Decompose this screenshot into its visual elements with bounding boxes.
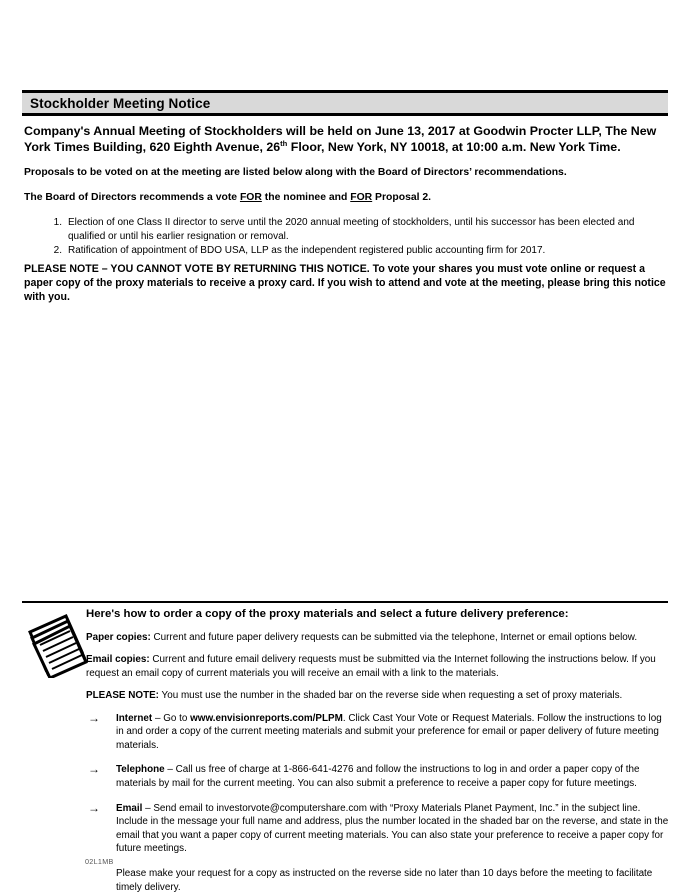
meeting-details-paragraph (24, 124, 668, 155)
method-text-telephone: – Call us free of charge at 1-866-641-4276 and follow the instructions to log in and order a paper copy of the materials by mail for the current meeting. You can also submit a preference to receive a paper copy for future meetings. (116, 764, 640, 789)
request-deadline-note: Please make your request for a copy as instructed on the reverse side no later than 10 days before the meeting to facilitate timely delivery. (116, 867, 653, 893)
stockholder-meeting-notice-header (22, 90, 668, 116)
ordering-methods-list (86, 712, 670, 856)
arrow-right-icon: → (88, 762, 100, 777)
paper-copies-label: Paper copies: (86, 632, 151, 643)
proposals-intro: Proposals to be voted on at the meeting are listed below along with the Board of Directors’ recommendations. (24, 167, 567, 179)
method-text-post: . Click Cast Your Vote or Request Materials. Follow the instructions to log in and order a copy of the current meeting materials and submit your preference for email or paper delivery of future meeting materials. (116, 712, 662, 751)
proposal-text: Ratification of appointment of BDO USA, LLP as the independent registered public accounting firm for 2017. (68, 245, 546, 256)
recommendation-pre: The Board of Directors recommends a vote (24, 192, 240, 204)
please-note-paragraph (86, 689, 670, 702)
email-copies-label: Email copies: (86, 654, 150, 666)
method-label-email: Email (116, 802, 143, 814)
method-label-internet: Internet (116, 712, 153, 724)
floor-ordinal-suffix: th (280, 138, 288, 148)
stacked-documents-icon (26, 612, 88, 678)
board-recommendation (24, 191, 668, 205)
proposal-number: 2. (53, 245, 62, 256)
method-label-telephone: Telephone (116, 764, 165, 776)
list-item (24, 244, 668, 257)
recommendation-for-proposal2: FOR (350, 192, 373, 204)
envisionreports-url[interactable]: www.envisionreports.com/PLPM (190, 712, 343, 724)
recommendation-mid: the nominee and (261, 192, 351, 204)
list-item (24, 216, 668, 243)
page-title: Stockholder Meeting Notice (30, 96, 211, 111)
order-materials-heading: Here's how to order a copy of the proxy materials and select a future delivery preference: (86, 608, 569, 620)
list-item-email (86, 802, 670, 856)
please-note-label: PLEASE NOTE: (86, 690, 159, 702)
recommendation-post: Proposal 2. (372, 192, 432, 204)
order-materials-section (22, 607, 670, 894)
list-item-telephone (86, 763, 670, 790)
proposal-number: 1. (53, 217, 62, 229)
paper-copies-paragraph (86, 631, 670, 644)
notice-body (24, 124, 668, 258)
section-divider (22, 601, 668, 603)
method-text-pre: – Go to (152, 712, 191, 724)
list-item-internet (86, 712, 670, 753)
order-materials-content (86, 607, 670, 894)
meeting-details-part2: Floor, New York, NY 10018, at 10:00 a.m. New York Time. (287, 139, 621, 154)
email-copies-text: Current and future email delivery requests must be submitted via the Internet following the instructions below. If you request an email copy of current materials you will receive an email with a link to the materials. (86, 654, 656, 679)
please-note-warning: PLEASE NOTE – YOU CANNOT VOTE BY RETURNING THIS NOTICE. To vote your shares you must vote online or request a paper copy of the proxy materials to receive a proxy card. If you wish to attend and vote at the meeting, please bring this notice with you. (24, 263, 666, 304)
meeting-details-part1: Company's Annual Meeting of Stockholders will be held on June 13, 2017 at Goodwin Procter LLP, The New York Times Building, 620 Eighth Avenue, 26 (24, 124, 657, 154)
arrow-right-icon: → (88, 800, 100, 815)
paper-copies-text: Current and future paper delivery requests can be submitted via the telephone, Internet or email options below. (150, 632, 638, 643)
form-code: 02L1MB (85, 857, 114, 866)
method-text-email: – Send email to investorvote@computershare.com with “Proxy Materials Planet Payment, Inc.” in the subject line. Include in the message your full name and address, plus the number located in the shaded bar on the reverse, and state in the email that you want a paper copy of current meeting materials. You can also state your preference to receive a paper copy for future meetings. (116, 802, 669, 855)
email-copies-paragraph (86, 653, 670, 680)
arrow-right-icon: → (88, 710, 100, 725)
please-note-text: You must use the number in the shaded bar on the reverse side when requesting a set of proxy materials. (158, 690, 623, 702)
proposal-text: Election of one Class II director to serve until the 2020 annual meeting of stockholders, until his successor has been elected and qualified or until his earlier resignation or removal. (68, 217, 635, 242)
recommendation-for-nominee: FOR (239, 192, 262, 204)
proposals-list (24, 216, 668, 257)
